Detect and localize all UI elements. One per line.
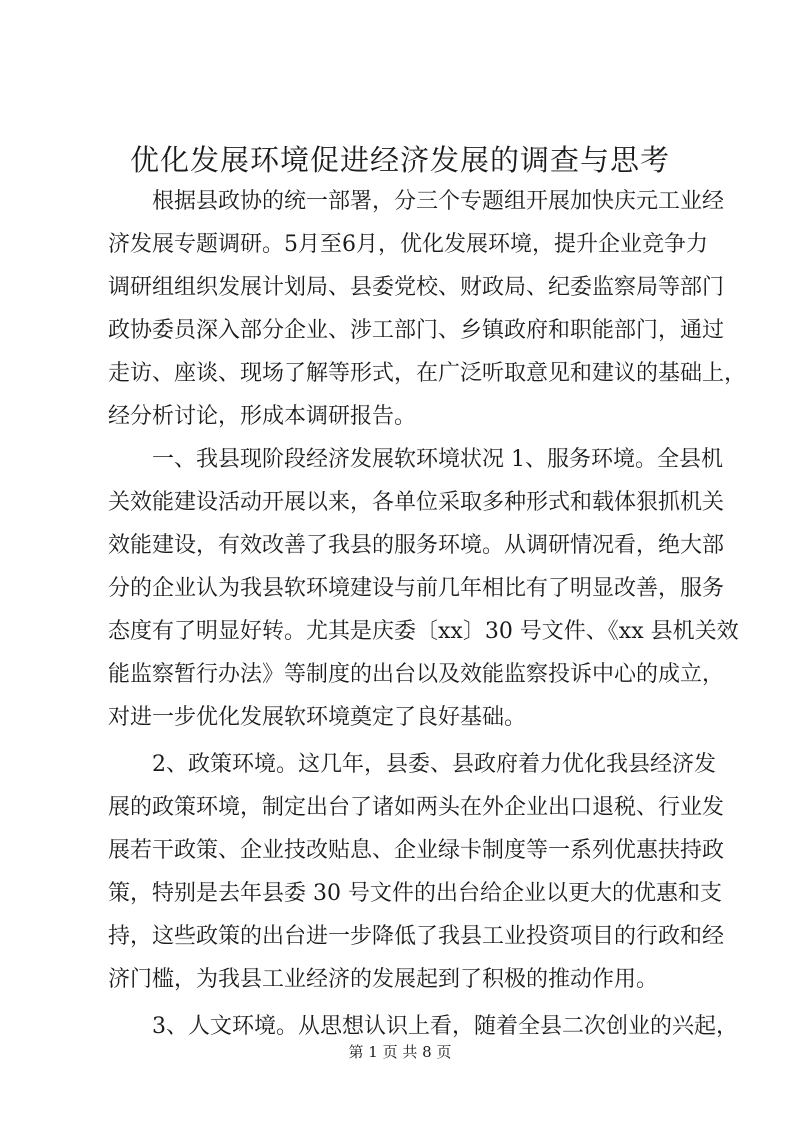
paragraph-line: 持，这些政策的出台进一步降低了我县工业投资项目的行政和经 bbox=[108, 924, 725, 949]
paragraph-line: 经分析讨论，形成本调研报告。 bbox=[108, 404, 417, 429]
paragraph-line: 根据县政协的统一部署，分三个专题组开展加快庆元工业经 bbox=[152, 189, 725, 214]
paragraph-line: 济发展专题调研。5月至6月，优化发展环境，提升企业竞争力 bbox=[108, 232, 708, 257]
paragraph-line: 调研组组织发展计划局、县委党校、财政局、纪委监察局等部门 bbox=[108, 275, 725, 300]
paragraph-line: 3、人文环境。从思想认识上看，随着全县二次创业的兴起， bbox=[152, 1014, 738, 1039]
paragraph-line: 走访、座谈、现场了解等形式，在广泛听取意见和建议的基础上， bbox=[108, 361, 747, 386]
paragraph-line: 政协委员深入部分企业、涉工部门、乡镇政府和职能部门，通过 bbox=[108, 318, 725, 343]
paragraph bbox=[108, 180, 747, 438]
paragraph-line: 关效能建设活动开展以来，各单位采取多种形式和载体狠抓机关 bbox=[108, 490, 725, 515]
paragraph-line: 态度有了明显好转。尤其是庆委〔xx〕30 号文件、《xx 县机关效 bbox=[108, 619, 739, 644]
paragraph-line: 一、我县现阶段经济发展软环境状况 1、服务环境。全县机 bbox=[152, 447, 723, 472]
paragraph-line: 济门槛，为我县工业经济的发展起到了积极的推动作用。 bbox=[108, 967, 659, 992]
paragraph bbox=[108, 743, 725, 1001]
paragraph-line: 能监察暂行办法》等制度的出台以及效能监察投诉中心的成立， bbox=[108, 662, 725, 687]
paragraph-line: 对进一步优化发展软环境奠定了良好基础。 bbox=[108, 705, 527, 730]
page-footer: 第 1 页 共 8 页 bbox=[348, 1043, 452, 1061]
paragraph-line: 效能建设，有效改善了我县的服务环境。从调研情况看，绝大部 bbox=[108, 533, 725, 558]
document-title: 优化发展环境促进经济发展的调查与思考 bbox=[129, 143, 670, 177]
paragraph-line: 2、政策环境。这几年，县委、县政府着力优化我县经济发 bbox=[152, 752, 716, 777]
paragraph-line: 分的企业认为我县软环境建设与前几年相比有了明显改善，服务 bbox=[108, 576, 725, 601]
paragraph-line: 策，特别是去年县委 30 号文件的出台给企业以更大的优惠和支 bbox=[108, 881, 722, 906]
document-body bbox=[108, 180, 747, 1048]
paragraph bbox=[108, 438, 739, 739]
paragraph-line: 展的政策环境，制定出台了诸如两头在外企业出口退税、行业发 bbox=[108, 795, 725, 820]
paragraph-line: 展若干政策、企业技改贴息、企业绿卡制度等一系列优惠扶持政 bbox=[108, 838, 725, 863]
